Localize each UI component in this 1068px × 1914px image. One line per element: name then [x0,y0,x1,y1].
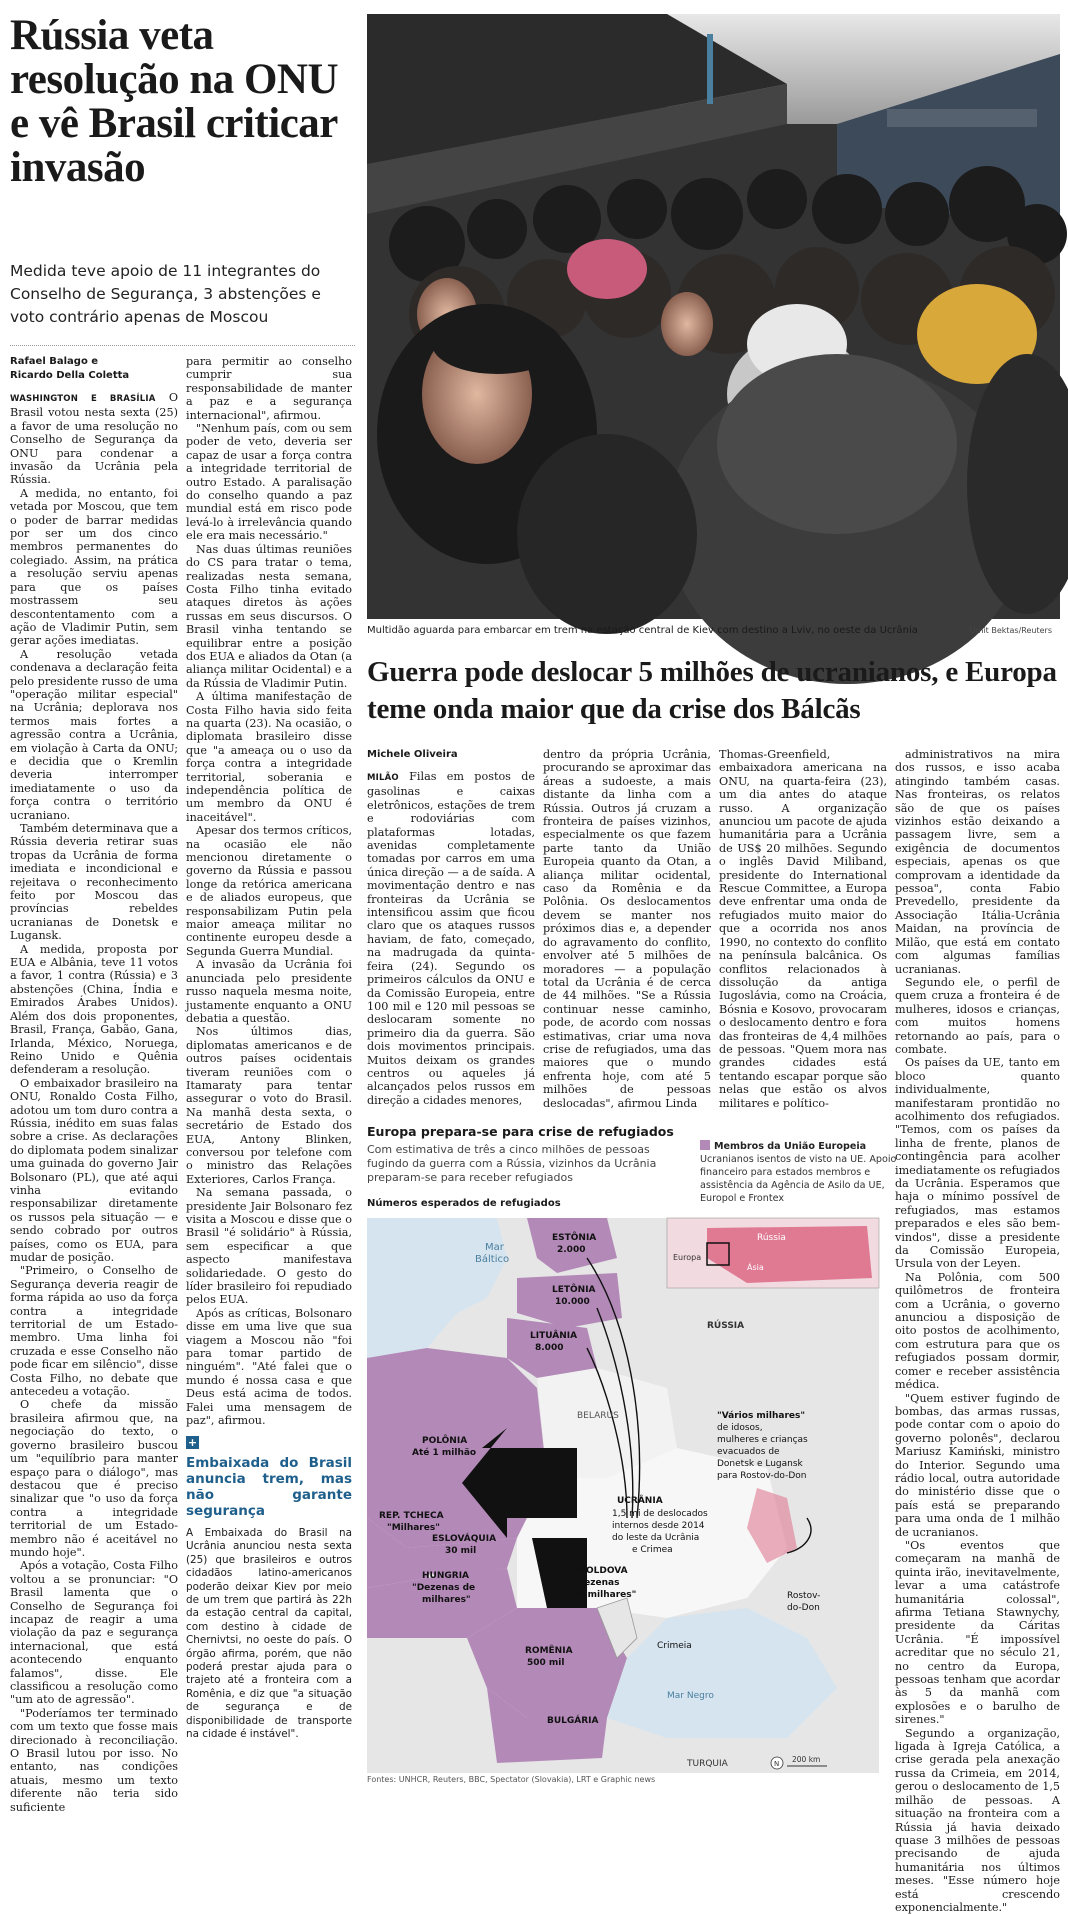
paragraph: "Primeiro, o Conselho de Segurança deveria reagir de forma rápida ao uso da força contra a integridade territorial de um Estado-membro. Uma linha foi cruzada e esse Conselho não pode ficar em silêncio", disse Costa Filho, no debate que antecedeu a votação. [10,1264,178,1399]
label-mar-baltico-2: Báltico [475,1254,510,1265]
right-column-2: dentro da própria Ucrânia, procurando se aproximar das áreas a sudoeste, a mais distante da linha com a Rússia. Outros já cruzam a fronteira de países vizinhos, especialmente os que fazem parte tanto da União Europeia quanto da Otan, a aliança militar ocidental, caso da Romênia e da Polônia. Os deslocamentos devem se manter nos próximos dias e, a depender do agravamento do conflito, envolver até 5 milhões de moradores — a população total da Ucrânia é de cerca de 44 milhões. "Se a Rússia continuar nesse caminho, pode, de acordo com nossas estimativas, criar uma nova crise de refugiados, uma das maiores que o mundo enfrenta hoje, com até 5 milhões de pessoas deslocadas", afirmou Linda [543,748,711,1110]
box-text: A Embaixada do Brasil na Ucrânia anunciou nesta sexta (25) que brasileiros e outros cidadãos latino-americanos poderão deixar Kiev por meio de um trem que partirá às 22h da estação central da capital, com destino à cidade de Chernivtsi, no oeste do país. O órgão afirma, porém, que não poderá prestar ajuda para o trajeto até a fronteira com a Romênia, e diz que "a situação de segurança e de disponibilidade de transporte na cidade é instável". [186,1526,352,1740]
label-russia: RÚSSIA [707,1321,745,1331]
label-eslovaquia: ESLOVÁQUIA [432,1534,497,1544]
label-mar-baltico-1: Mar [485,1242,504,1253]
label-eslovaquia-n: 30 mil [445,1546,477,1556]
paragraph: "Poderíamos ter terminado com um texto que fosse mais direcionado à reconciliação. O Brasil lutou por isso. No entanto, nas condições atuais, mesmo um texto diferente não teria sido suficiente [10,1706,178,1814]
paragraph: Segundo a organização, ligada à Igreja Católica, a crise gerada pela anexação russa da Crimeia, em 2014, gerou o deslocamento de 1,5 milhão de pessoas. A situação na fronteira com a Rússia já havia deixado quase 3 milhões de pessoas precisando de ajuda humanitária nos últimos meses. "Esse número hoje está crescendo exponencialmente." [895,1726,1060,1914]
label-estonia-n: 2.000 [557,1245,586,1255]
paragraph: "Quem estiver fugindo de bombas, das armas russas, pode contar com o apoio do governo polonês", declarou Mariusz Kamiński, ministro do Interior. Segundo uma rádio local, outra autoridade do ministério disse que o país está se preparando para uma onda de 1 milhão de ucranianos. [895,1391,1060,1539]
paragraph: Apesar dos termos críticos, na ocasião ele não mencionou diretamente o governo da Rússia e passou longe da retórica americana e de aliados europeus, que responsabilizam Putin pela maior ameaça militar no continente europeu desde a Segunda Guerra Mundial. [186,824,352,958]
inset-europa: Europa [673,1253,702,1262]
label-polonia-n: Até 1 milhão [412,1448,477,1458]
graphic-numbers-label: Números esperados de refugiados [367,1198,561,1209]
right-column-1: Michele Oliveira MILÃO Filas em postos de gasolinas e caixas eletrônicos, estações de trem e rodoviárias com plataformas lotadas, avenidas completamente tomadas por carros em uma única direção — a de saída. A movimentação dentro e nas fronteiras da Ucrânia se intensificou assim que ficou claro que os ataques russos haviam, de fato, começado, na madrugada da quinta-feira (24). Segundo os primeiros cálculos da ONU e da Comissão Europeia, entre 100 mil e 120 mil pessoas se deslocaram somente no primeiro dia da guerra. São dois movimentos principais. Muitos deixam os grandes centros ou aqueles já alcançados pelos russos em direção a cidades menores, [367,749,536,1107]
label-hungria: HUNGRIA [422,1571,470,1581]
paragraph: Segundo ele, o perfil de quem cruza a fronteira é de mulheres, idosos e crianças, com muitos homens retornando ao país, para o combate. [895,975,1060,1056]
paragraph: A medida, proposta por EUA e Albânia, teve 11 votos a favor, 1 contra (Rússia) e 3 abstenções (China, Índia e Emirados Árabes Unidos). Além dos dois proponentes, Brasil, França, Gabão, Gana, Irlanda, México, Noruega, Reino Unido e Quênia defenderam a resolução. [10,942,178,1077]
byline-michele: Michele Oliveira [367,749,458,760]
scale-label: 200 km [792,1755,821,1764]
secondary-headline: Guerra pode deslocar 5 milhões de ucranianos, e Europa teme onda maior que da crise dos Bálcãs [367,656,1057,725]
label-turquia: TURQUIA [687,1759,728,1769]
paragraph: para permitir ao conselho cumprir sua responsabilidade de manter a paz e a segurança internacional", afirmou. [186,355,352,422]
divider [10,345,355,346]
paragraph: A medida, no entanto, foi vetada por Moscou, que tem o poder de barrar medidas por ser um dos cinco membros permanentes do colegiado. Assim, na prática a resolução serviu apenas para que os países mostrassem seu descontentamento com a ação de Vladimir Putin, sem gerar ações imediatas. [10,486,178,648]
paragraph: Na Polônia, com 500 quilômetros de fronteira com a Ucrânia, o governo anunciou a disposição de oito postos de acolhimento, com estrutura para que os refugiados possam dormir, comer e receber assistência médica. [895,1270,1060,1392]
label-varios-5: Donetsk e Lugansk [717,1459,803,1469]
graphic-subtitle: Com estimativa de três a cinco milhões de pessoas fugindo da guerra com a Rússia, vizinhos da Ucrânia preparam-se para receber refugiados [367,1143,657,1184]
paragraph: A invasão da Ucrânia foi anunciada pelo presidente russo naquela mesma noite, justamente enquanto a ONU debatia a questão. [186,958,352,1025]
svg-text:N: N [774,1760,780,1768]
label-tcheca-n: "Milhares" [387,1523,440,1533]
label-varios-3: mulheres e crianças [717,1435,808,1445]
label-varios-1: "Vários milhares" [717,1411,806,1421]
label-moldova: MOLDOVA [577,1566,628,1576]
label-belarus: BELARUS [577,1411,619,1421]
label-ucrania-4: e Crimea [632,1545,673,1555]
label-letonia-n: 10.000 [555,1297,590,1307]
paragraph: O chefe da missão brasileira afirmou que, na negociação do texto, o governo brasileiro buscou um "equilíbrio para manter espaço para o diálogo", mas destacou que é preciso sinalizar que "o uso da força contra a integridade territorial de um Estado-membro não é aceitável no mundo hoje". [10,1398,178,1559]
paragraph: Após as críticas, Bolsonaro disse em uma live que sua viagem a Moscou não "foi para tomar partido de ninguém". "Até falei que o mundo é nossa casa e que Deus está acima de todos. Falei uma mensagem de paz", afirmou. [186,1306,352,1428]
label-ucrania-3: do leste da Ucrânia [612,1533,700,1543]
paragraph: WASHINGTON E BRASÍLIA O Brasil votou nesta sexta (25) a favor de uma resolução no Conselho de Segurança da ONU para condenar a invasão da Ucrânia pela Rússia. [10,391,178,487]
inset-russia: Rússia [757,1233,786,1243]
left-column-2 [186,355,352,1785]
paragraph: Os países da UE, tanto em bloco quanto individualmente, manifestaram prontidão no acolhimento dos refugiados. "Temos, com os países da linha de frente, planos de contingência para acolher imediatamente os refugiados da Ucrânia. Esperamos que haja o mínimo possível de refugiados, mas estamos preparados e eles são bem-vindos", disse a presidente da Comissão Europeia, Ursula von der Leyen. [895,1056,1060,1271]
label-ucrania-2: internos desde 2014 [612,1521,705,1531]
label-varios-6: para Rostov-do-Don [717,1471,807,1481]
byline: Rafael Balago e Ricardo Della Coletta [10,356,130,381]
label-varios-4: evacuados de [717,1447,780,1457]
label-hungria-n1: "Dezenas de [412,1583,476,1593]
right-column-4 [895,748,1060,1914]
paragraph: "Nenhum país, com ou sem poder de veto, deveria ser capaz de usar a força contra a integridade territorial de outro Estado. A paralisação do conselho quando a paz mundial está em risco pode levá-lo à irrelevância quando ele era mais necessário." [186,422,352,543]
graphic-title: Europa prepara-se para crise de refugiados [367,1124,674,1139]
paragraph: Na semana passada, o presidente Jair Bolsonaro fez visita a Moscou e disse que o Brasil "é solidário" à Rússia, sem especificar a que aspecto manifestava solidariedade. O gesto do líder brasileiro foi repudiado pelos EUA. [186,1186,352,1307]
paragraph: Após a votação, Costa Filho voltou a se pronunciar: "O Brasil lamenta que o Conselho de Segurança foi incapaz de reagir a uma violação da paz e segurança internacional, que está acontecendo enquanto falamos", disse. Ele classificou a resolução como "um ato de agressão". [10,1559,178,1707]
paragraph: A última manifestação de Costa Filho havia sido feita na quarta (23). Na ocasião, o diplomata brasileiro disse que "a ameaça ou o uso da força contra a integridade territorial, soberania e independência política de um membro da ONU é inaceitável". [186,690,352,824]
paragraph: administrativos na mira dos russos, e isso acaba atingindo também casas. Nas fronteiras, os relatos são de que os países vizinhos estão deixando a passagem livre, sem a exigência de documentos especiais, apenas os que comprovam a identidade da pessoa", conta Fabio Prevedello, presidente da Associação Itália-Ucrânia Maidan, na província de Milão, que está em contato com algumas famílias ucranianas. [895,748,1060,976]
photo-credit: Umit Bektas/Reuters [969,626,1052,635]
label-lituania-n: 8.000 [535,1343,564,1353]
label-romenia: ROMÊNIA [525,1646,573,1656]
box-headline: Embaixada do Brasil anuncia trem, mas não garante segurança [186,1454,352,1519]
inset-asia: Ásia [747,1263,764,1272]
label-ucrania: UCRÂNIA [617,1496,663,1506]
label-varios-2: de idosos, [717,1423,763,1433]
label-bulgaria: BULGÁRIA [547,1716,599,1726]
label-estonia: ESTÔNIA [552,1233,597,1243]
label-polonia: POLÔNIA [422,1436,468,1446]
plus-icon: + [187,1435,198,1449]
main-headline: Rússia veta resolução na ONU e vê Brasil criticar invasão [10,12,339,191]
paragraph: Também determinava que a Rússia deveria retirar suas tropas da Ucrânia de forma imediata e incondicional e rejeitava o reconhecimento feito por Moscou das províncias rebeldes ucranianas de Donetsk e Lugansk. [10,822,178,943]
label-letonia: LETÔNIA [552,1285,596,1295]
label-moldova-n1: "Dezenas [572,1578,620,1588]
label-lituania: LITUÂNIA [530,1331,578,1341]
label-tcheca: REP. TCHECA [379,1511,444,1521]
deck: Medida teve apoio de 11 integrantes do Conselho de Segurança, 3 abstenções e voto contrário apenas de Moscou [10,262,321,326]
dateline-milao: MILÃO [367,773,399,783]
paragraph: A resolução vetada condenava a declaração feita pelo presidente russo de uma "operação militar especial" na Ucrânia; deplorava nos termos mais fortes a agressão contra a Ucrânia, em violação à Carta da ONU; e decidia que o Kremlin deveria interromper imediatamente o uso da força contra o território ucraniano. [10,647,178,822]
paragraph: Nos últimos dias, diplomatas americanos e de outros países ocidentais tiveram reuniões com o Itamaraty para tentar assegurar o voto do Brasil. Na manhã desta sexta, o secretário de Estado dos EUA, Antony Blinken, conversou por telefone com o ministro das Relações Exteriores, Carlos França. [186,1025,352,1186]
paragraph: O embaixador brasileiro na ONU, Ronaldo Costa Filho, adotou um tom duro contra a Rússia, inédito em suas falas sobre a crise. As declarações do diplomata podem sinalizar uma guinada do governo Jair Bolsonaro (PL), que até aqui vinha evitando responsabilizar diretamente os russos pela situação — e sendo cobrado por outros países, como os EUA, para mudar de posição. [10,1076,178,1264]
paragraph: Nas duas últimas reuniões do CS para tratar o tema, realizadas nesta semana, Costa Filho tinha evitado ataques diretos às ações russas em seus discursos. O Brasil vinha tentando se equilibrar entre a posição dos EUA e aliados da Otan (a aliança militar Ocidental) e a da Rússia de Vladimir Putin. [186,542,352,690]
label-rostov-2: do-Don [787,1603,820,1613]
label-rostov-1: Rostov- [787,1591,821,1601]
label-crimeia: Crimeia [657,1641,692,1651]
graphic-legend: Membros da União Europeia Ucranianos isentos de visto na UE. Apoio financeiro para estados membros e assistência da Agência de Asilo da UE, Europol e Frontex [700,1141,897,1204]
legend-swatch [700,1140,710,1150]
photo-caption: Multidão aguarda para embarcar em trem na estação central de Kiev com destino a Lviv, no oeste da Ucrânia Umit Bektas/Reuters [367,625,1052,636]
label-ucrania-1: 1,5 mi de deslocados [612,1509,708,1519]
graphic-source: Fontes: UNHCR, Reuters, BBC, Spectator (Slovakia), LRT e Graphic news [367,1775,656,1784]
label-romenia-n: 500 mil [527,1658,565,1668]
label-hungria-n2: milhares" [422,1595,471,1605]
right-column-3: Thomas-Greenfield, embaixadora americana na ONU, na quarta-feira (23), um dia antes do ataque russo. A organização anunciou um pacote de ajuda humanitária para a Ucrânia de US$ 20 milhões. Segundo o inglês David Miliband, presidente do International Rescue Committee, a Europa deve enfrentar uma onda de refugiados muito maior do que a ocorrida nos anos 1990, no contexto do conflito na península balcânica. Os conflitos relacionados à dissolução da antiga Iugoslávia, como na Croácia, Bósnia e Kosovo, provocaram o deslocamento dentro e fora das fronteiras de 4,4 milhões de pessoas. "Quem mora nas grandes cidades está tentando escapar porque são nelas que estão os alvos militares e político- [719,748,887,1110]
paragraph: "Os eventos que começaram na manhã de quinta irão, inevitavelmente, levar a uma catástrofe humanitária colossal", afirma Tetiana Stawnychy, presidente da Cáritas Ucrânia. "É impossível acreditar que no século 21, no centro da Europa, pessoas tenham que acordar às 5 da manhã com explosões e o barulho de sirenes." [895,1538,1060,1727]
label-moldova-n2: de milhares" [572,1590,637,1600]
crowd-photo [367,14,1060,619]
sidebar-box [186,1436,352,1742]
left-column-1 [10,355,178,1814]
refugee-map [367,1218,879,1773]
label-mar-negro: Mar Negro [667,1691,714,1701]
dateline: WASHINGTON E BRASÍLIA [10,394,156,404]
